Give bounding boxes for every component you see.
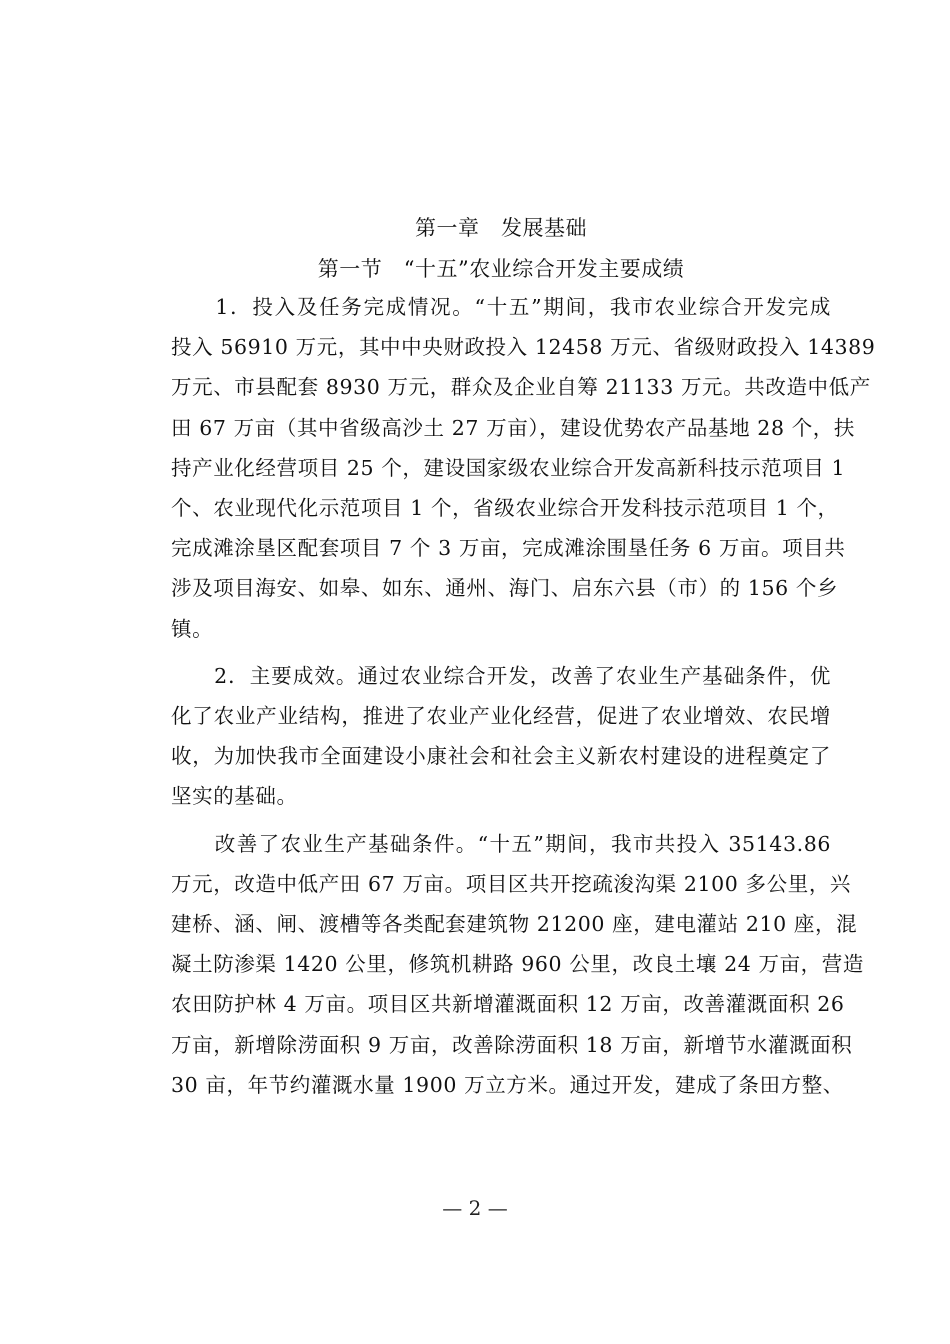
text-line: 万元、市县配套 8930 万元，群众及企业自筹 21133 万元。共改造中低产 — [171, 375, 871, 400]
page-number: — 2 — — [442, 1196, 508, 1220]
text-line: 投入 56910 万元，其中中央财政投入 12458 万元、省级财政投入 14389 — [171, 335, 876, 360]
text-line: 持产业化经营项目 25 个，建设国家级农业综合开发高新科技示范项目 1 — [171, 455, 846, 480]
text-line: 田 67 万亩（其中省级高沙土 27 万亩），建设优势农产品基地 28 个，扶 — [171, 415, 856, 440]
paragraph — [171, 287, 876, 649]
chapter-title: 第一章 发展基础 — [415, 216, 587, 240]
paragraph-gap — [171, 817, 831, 824]
section-title: 第一节 “十五”农业综合开发主要成绩 — [317, 257, 685, 281]
text-line: 完成滩涂垦区配套项目 7 个 3 万亩，完成滩涂围垦任务 6 万亩。项目共 — [171, 536, 846, 561]
paragraph — [171, 656, 831, 817]
paragraph-gap — [171, 649, 831, 656]
text-line: 涉及项目海安、如皋、如东、通州、海门、启东六县（市）的 156 个乡 — [171, 576, 839, 601]
text-line: 万亩，新增除涝面积 9 万亩，改善除涝面积 18 万亩，新增节水灌溉面积 — [171, 1032, 853, 1057]
text-line: 个、农业现代化示范项目 1 个，省级农业综合开发科技示范项目 1 个， — [171, 496, 839, 521]
text-line: 万元，改造中低产田 67 万亩。项目区共开挖疏浚沟渠 2100 多公里，兴 — [171, 871, 852, 896]
text-line: 2．主要成效。通过农业综合开发，改善了农业生产基础条件，优 — [171, 663, 831, 688]
text-line: 建桥、涵、闸、渡槽等各类配套建筑物 21200 座，建电灌站 210 座，混 — [171, 912, 858, 937]
text-line: 收，为加快我市全面建设小康社会和社会主义新农村建设的进程奠定了 — [171, 744, 831, 769]
text-line: 农田防护林 4 万亩。项目区共新增灌溉面积 12 万亩，改善灌溉面积 26 — [171, 992, 845, 1017]
text-line: 化了农业产业结构，推进了农业产业化经营，促进了农业增效、农民增 — [171, 704, 831, 729]
text-line: 改善了农业生产基础条件。“十五”期间，我市共投入 35143.86 — [171, 831, 831, 856]
text-line: 镇。 — [171, 616, 214, 641]
paragraph — [171, 824, 864, 1105]
text-line: 30 亩，年节约灌溉水量 1900 万立方米。通过开发，建成了条田方整、 — [171, 1072, 844, 1097]
text-line: 凝土防渗渠 1420 公里，修筑机耕路 960 公里，改良土壤 24 万亩，营造 — [171, 952, 864, 977]
document-body — [171, 205, 876, 1105]
text-line: 1．投入及任务完成情况。“十五”期间，我市农业综合开发完成 — [171, 295, 831, 319]
text-line: 坚实的基础。 — [171, 784, 298, 809]
